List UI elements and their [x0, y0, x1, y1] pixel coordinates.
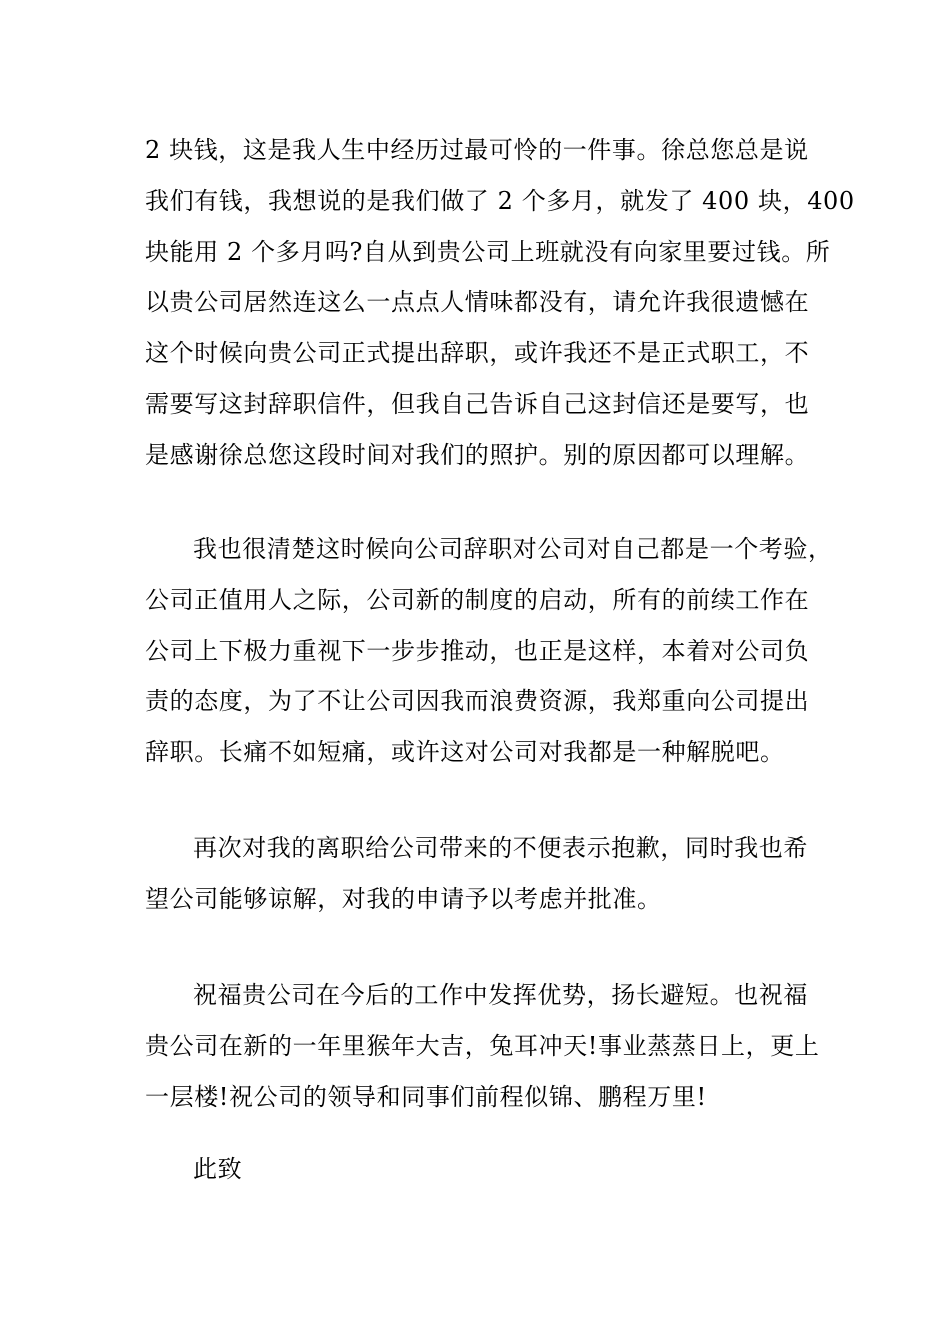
paragraph-line: 一层楼!祝公司的领导和同事们前程似锦、鹏程万里!	[145, 1082, 707, 1111]
paragraph-line: 贵公司在新的一年里猴年大吉，兔耳冲天!事业蒸蒸日上，更上	[145, 1031, 820, 1060]
paragraph-line: 这个时候向贵公司正式提出辞职，或许我还不是正式职工，不	[145, 339, 810, 368]
paragraph-line: 公司正值用人之际，公司新的制度的启动，所有的前续工作在	[145, 585, 810, 614]
paragraph-line: 我也很清楚这时候向公司辞职对公司对自己都是一个考验，	[193, 535, 833, 563]
paragraph-3	[145, 823, 835, 925]
paragraph-line: 我们有钱，我想说的是我们做了 2 个多月，就发了 400 块，400	[145, 186, 855, 215]
paragraph-line: 需要写这封辞职信件，但我自己告诉自己这封信还是要写，也	[145, 389, 810, 418]
paragraph-2	[145, 524, 835, 778]
paragraph-line: 以贵公司居然连这么一点点人情味都没有，请允许我很遗憾在	[145, 288, 810, 317]
paragraph-line: 辞职。长痛不如短痛，或许这对公司对我都是一种解脱吧。	[145, 738, 785, 767]
paragraph-line: 祝福贵公司在今后的工作中发挥优势，扬长避短。也祝福	[193, 981, 808, 1009]
paragraph-line: 望公司能够谅解，对我的申请予以考虑并批准。	[145, 884, 662, 913]
paragraph-line: 是感谢徐总您这段时间对我们的照护。别的原因都可以理解。	[145, 440, 810, 469]
paragraph-line: 责的态度，为了不让公司因我而浪费资源，我郑重向公司提出	[145, 687, 810, 716]
paragraph-line: 再次对我的离职给公司带来的不便表示抱歉，同时我也希	[193, 834, 808, 862]
paragraph-1	[145, 125, 855, 481]
paragraph-line: 此致	[193, 1155, 243, 1183]
closing-salutation	[145, 1144, 835, 1195]
paragraph-4	[145, 970, 835, 1122]
paragraph-line: 公司上下极力重视下一步步推动，也正是这样，本着对公司负	[145, 636, 810, 665]
paragraph-line: 2 块钱，这是我人生中经历过最可怜的一件事。徐总您总是说	[145, 136, 809, 164]
paragraph-line: 块能用 2 个多月吗?自从到贵公司上班就没有向家里要过钱。所	[145, 237, 831, 266]
